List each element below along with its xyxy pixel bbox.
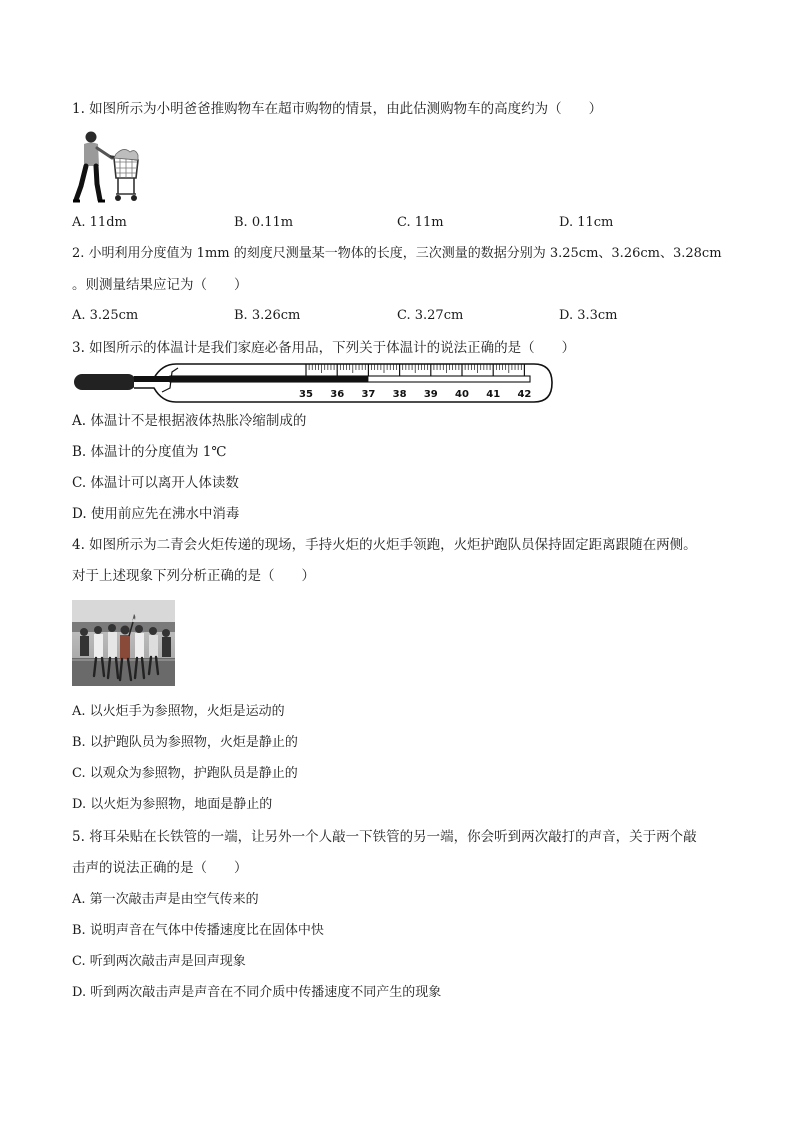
question-3-stem: 3. 如图所示的体温计是我们家庭必备用品，下列关于体温计的说法正确的是（ ） [72, 340, 576, 356]
thermometer-scale-label: 40 [455, 389, 469, 400]
thermometer-scale-label: 39 [423, 389, 438, 400]
q1-option-c[interactable]: C. 11m [397, 215, 444, 230]
q5-option-a[interactable]: A. 第一次敲击声是由空气传来的 [72, 892, 259, 907]
question-4-stem-line-2: 对于上述现象下列分析正确的是（ ） [72, 568, 315, 584]
question-5-stem-line-2: 击声的说法正确的是（ ） [72, 860, 248, 876]
question-1-stem: 1. 如图所示为小明爸爸推购物车在超市购物的情景，由此估测购物车的高度约为（ ） [72, 101, 603, 117]
person-head-icon [86, 132, 97, 143]
thermometer-scale-label: 41 [486, 389, 501, 400]
q2-option-b[interactable]: B. 3.26cm [234, 308, 301, 323]
q3-option-a[interactable]: A. 体温计不是根据液体热胀冷缩制成的 [72, 413, 307, 429]
q5-option-b[interactable]: B. 说明声音在气体中传播速度比在固体中快 [72, 923, 324, 938]
q4-option-a[interactable]: A. 以火炬手为参照物，火炬是运动的 [72, 704, 285, 719]
q3-option-b[interactable]: B. 体温计的分度值为 1℃ [72, 444, 227, 460]
thermometer-scale-label: 42 [517, 389, 532, 400]
thermometer-bulb [74, 374, 136, 390]
question-5-stem-line-1: 5. 将耳朵贴在长铁管的一端，让另外一个人敲一下铁管的另一端，你会听到两次敲打的声音，关于两个敲 [72, 829, 697, 845]
thermometer-scale-label: 37 [361, 389, 376, 400]
q1-option-a[interactable]: A. 11dm [72, 215, 127, 230]
thermometer-scale-label: 38 [392, 389, 407, 400]
q2-option-d[interactable]: D. 3.3cm [559, 308, 618, 323]
q4-option-b[interactable]: B. 以护跑队员为参照物，火炬是静止的 [72, 735, 298, 750]
q4-option-d[interactable]: D. 以火炬为参照物，地面是静止的 [72, 797, 273, 812]
q1-option-b[interactable]: B. 0.11m [234, 215, 294, 230]
question-2-stem-line-1: 2. 小明利用分度值为 1mm 的刻度尺测量某一物体的长度，三次测量的数据分别为 3.25cm、3.26cm、3.28cm [72, 246, 722, 261]
mercury-column [134, 376, 368, 382]
q5-option-d[interactable]: D. 听到两次敲击声是声音在不同介质中传播速度不同产生的现象 [72, 985, 442, 1000]
q4-option-c[interactable]: C. 以观众为参照物，护跑队员是静止的 [72, 766, 298, 781]
question-2-stem-line-2: 。则测量结果应记为（ ） [72, 277, 248, 293]
q2-option-c[interactable]: C. 3.27cm [397, 308, 464, 323]
shopping-cart-photo [72, 128, 140, 204]
thermometer-figure [72, 362, 556, 404]
q3-option-c[interactable]: C. 体温计可以离开人体读数 [72, 475, 239, 491]
q2-option-a[interactable]: A. 3.25cm [72, 308, 139, 323]
question-4-stem-line-1: 4. 如图所示为二青会火炬传递的现场，手持火炬的火炬手领跑，火炬护跑队员保持固定距离跟随在两侧。 [72, 537, 697, 553]
q1-option-d[interactable]: D. 11cm [559, 215, 614, 230]
thermometer-scale-label: 36 [330, 389, 345, 400]
q5-option-c[interactable]: C. 听到两次敲击声是回声现象 [72, 954, 246, 969]
torch-relay-photo [72, 600, 175, 686]
thermometer-scale-label: 35 [299, 389, 313, 400]
q3-option-d[interactable]: D. 使用前应先在沸水中消毒 [72, 506, 240, 522]
